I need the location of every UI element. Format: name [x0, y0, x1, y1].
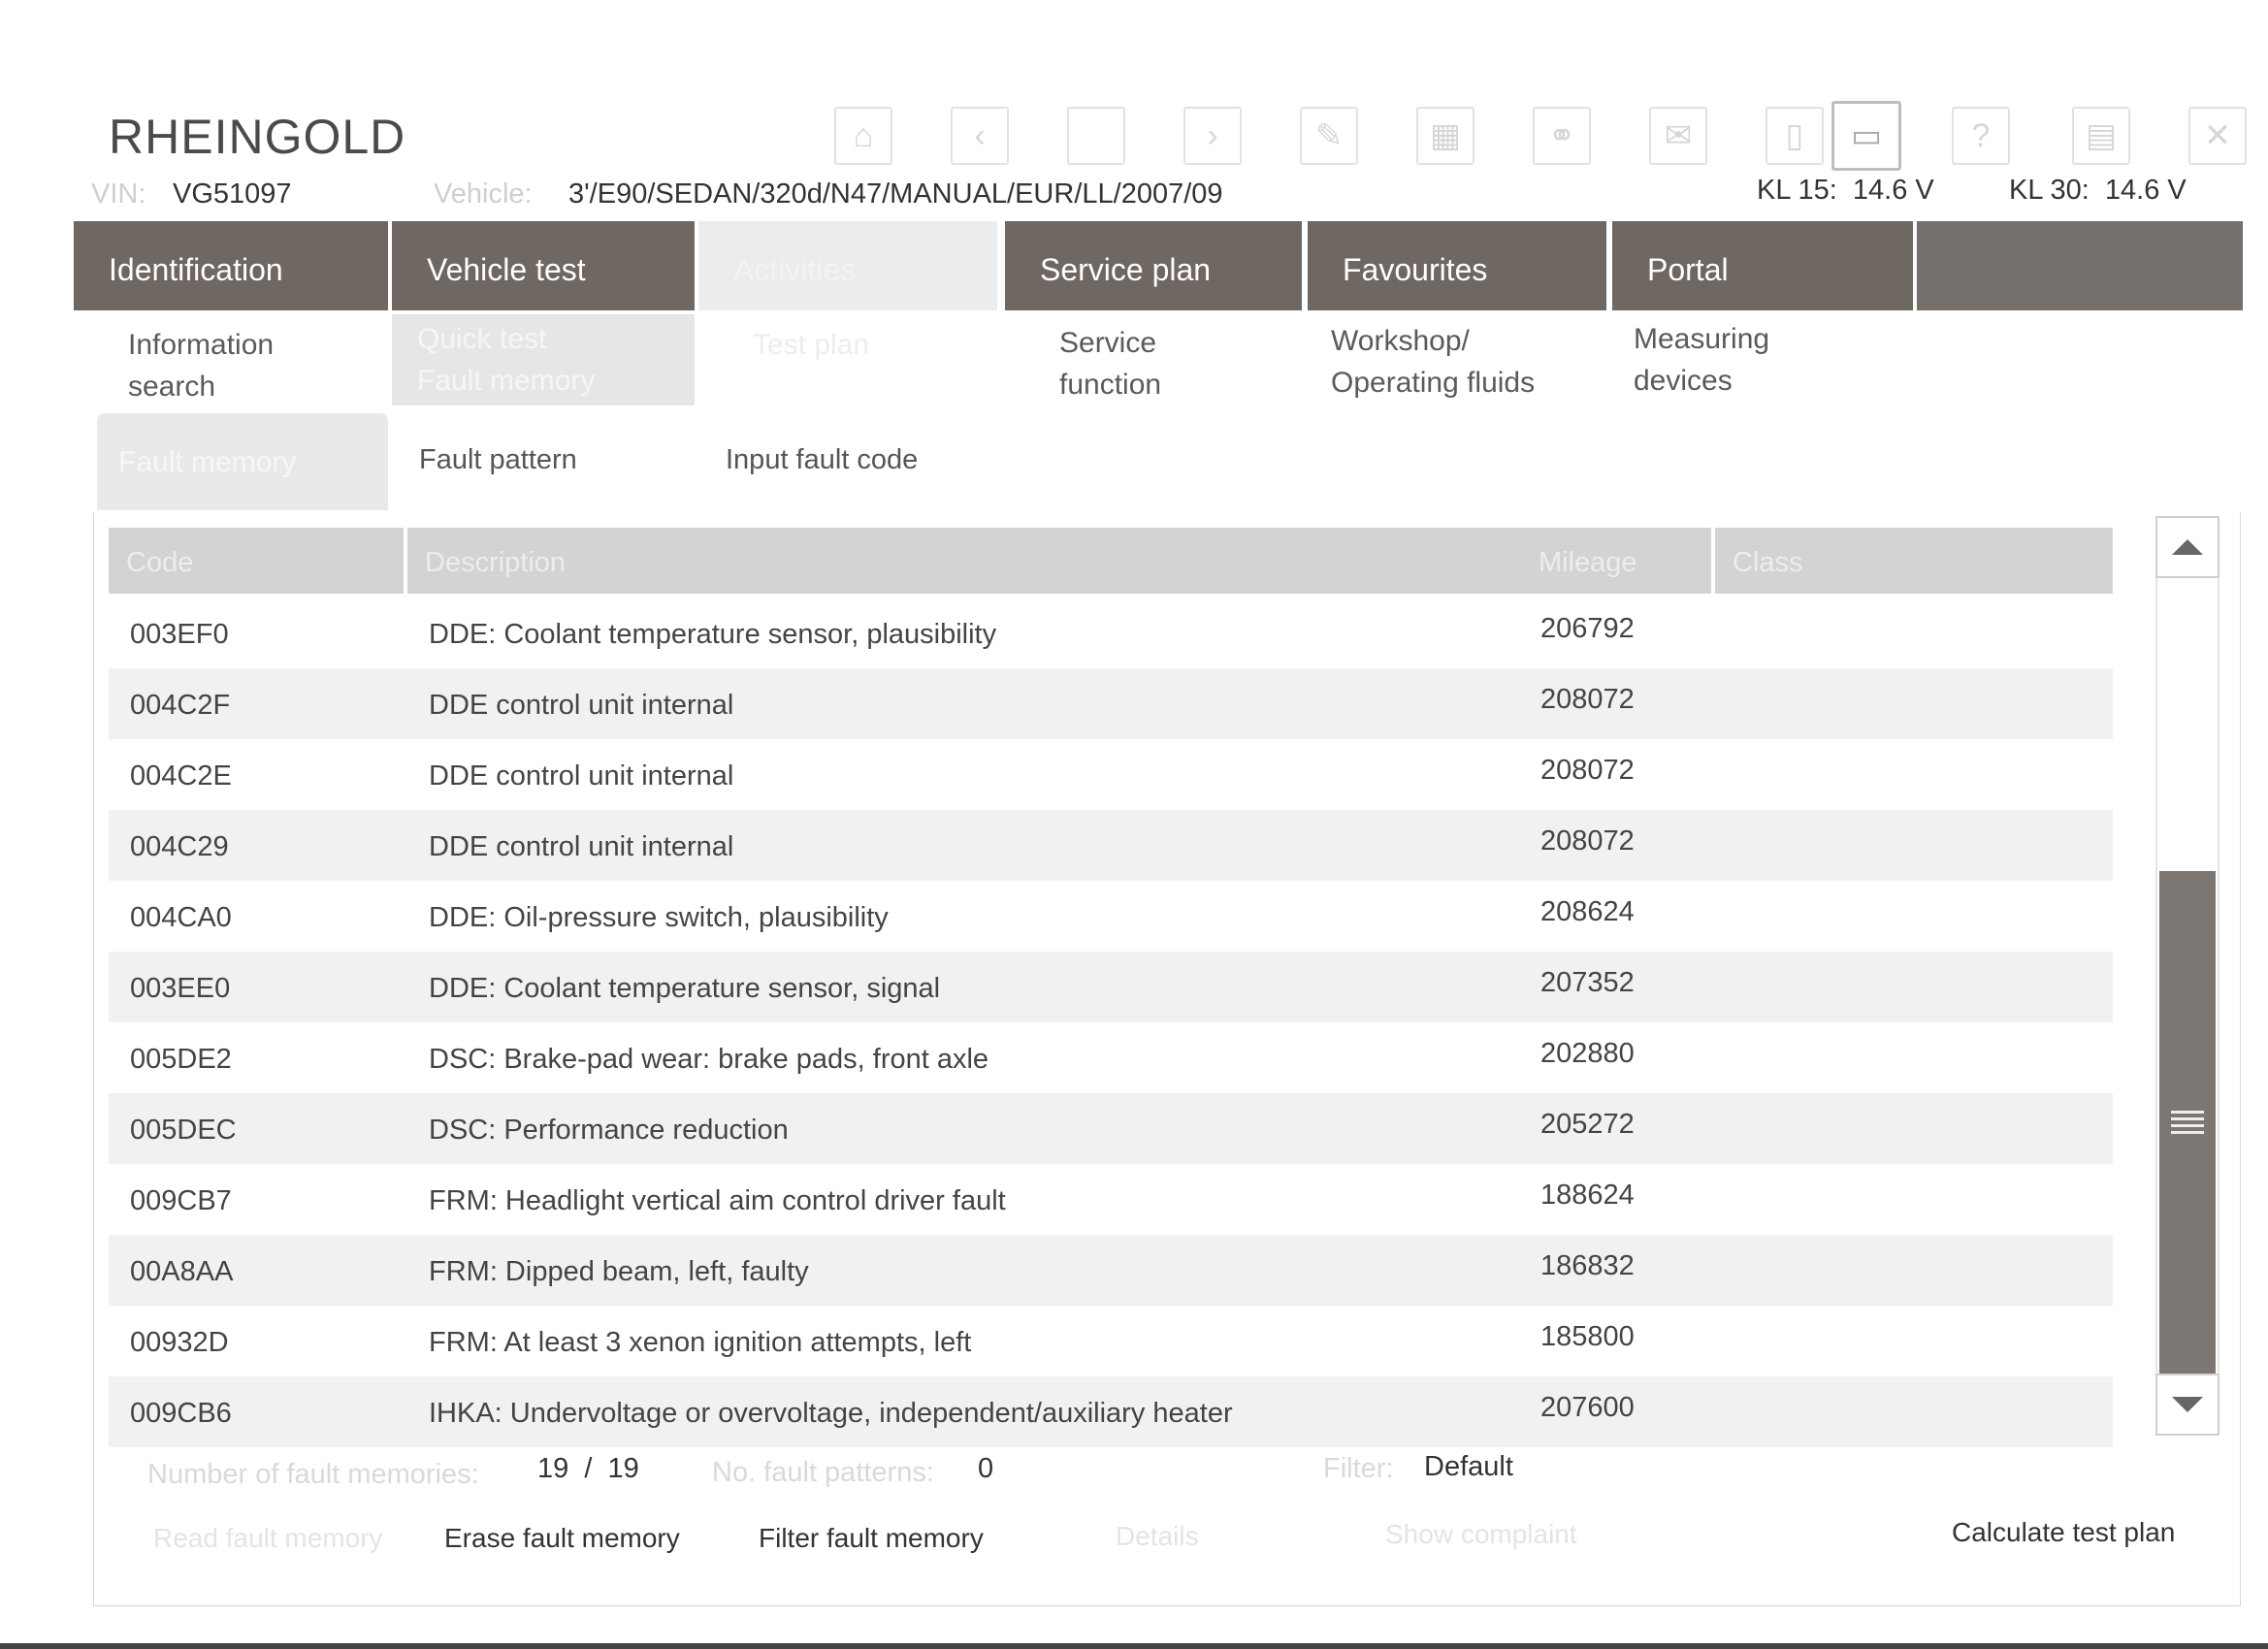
print-icon[interactable]: ▤ [2072, 107, 2130, 165]
link-icon[interactable]: ⚭ [1533, 107, 1591, 165]
fault-patterns-label: No. fault patterns: [712, 1457, 934, 1488]
read-fault-memory-button[interactable]: Read fault memory [153, 1523, 383, 1553]
app-title: RHEINGOLD [109, 110, 406, 164]
fault-mileage: 202880 [1540, 1038, 1635, 1069]
fault-code: 005DEC [130, 1115, 237, 1146]
fault-mileage: 188624 [1540, 1180, 1635, 1211]
fault-description: FRM: Headlight vertical aim control driver fault [429, 1185, 1006, 1216]
mail-icon[interactable]: ✉ [1649, 107, 1707, 165]
filter-fault-memory-button[interactable]: Filter fault memory [759, 1523, 984, 1553]
submenu-label: Measuring [1634, 323, 1770, 355]
table-row[interactable] [109, 1306, 2113, 1376]
submenu-label: devices [1634, 365, 1733, 397]
fault-patterns-count: 0 [978, 1453, 994, 1484]
fault-code: 003EE0 [130, 973, 231, 1004]
table-row[interactable] [109, 1022, 2113, 1093]
fault-mileage: 207352 [1540, 967, 1635, 998]
table-row[interactable] [109, 1164, 2113, 1235]
column-header-class[interactable]: Class [1715, 528, 2113, 594]
submenu-test-plan[interactable] [698, 320, 997, 366]
column-header-code[interactable]: Code [109, 528, 404, 594]
submenu-label: Test plan [753, 329, 870, 361]
table-row[interactable] [109, 668, 2113, 739]
fault-mileage: 208072 [1540, 755, 1635, 786]
kl30-value: 14.6 V [2104, 175, 2187, 206]
display-icon[interactable]: ▭ [1831, 101, 1901, 171]
fault-mileage: 207600 [1540, 1392, 1635, 1423]
fault-description: DDE control unit internal [429, 760, 734, 792]
chevron-down-icon [2172, 1397, 2203, 1412]
tab-identification[interactable]: Identification [74, 221, 388, 310]
kl30-voltage [2009, 175, 2187, 207]
fault-code: 00A8AA [130, 1256, 234, 1287]
battery-icon[interactable]: ▯ [1766, 107, 1824, 165]
submenu-information-search[interactable] [74, 320, 388, 407]
bottom-border [0, 1643, 2268, 1649]
forward-icon[interactable]: › [1183, 107, 1242, 165]
table-row[interactable] [109, 1376, 2113, 1447]
table-header [109, 528, 2113, 594]
table-row[interactable] [109, 952, 2113, 1022]
submenu-service-function[interactable] [1005, 318, 1302, 405]
tab-fault-memory[interactable]: Fault memory [97, 413, 388, 510]
fault-description: DDE: Coolant temperature sensor, signal [429, 973, 941, 1004]
tab-vehicle-test[interactable]: Vehicle test [392, 221, 695, 310]
fault-memory-status [147, 1451, 2185, 1494]
grip-icon [2171, 1107, 2204, 1138]
table-row[interactable] [109, 810, 2113, 881]
column-header-description[interactable]: Description [407, 528, 1626, 594]
fault-mileage: 208072 [1540, 684, 1635, 715]
toolbar [823, 97, 2260, 175]
table-row[interactable] [109, 598, 2113, 668]
tab-activities[interactable]: Activities [698, 221, 997, 310]
wrench-icon[interactable]: ✎ [1300, 107, 1358, 165]
fault-description: DDE: Oil-pressure switch, plausibility [429, 902, 889, 933]
scroll-up-button[interactable] [2155, 516, 2219, 578]
close-icon[interactable]: ✕ [2188, 107, 2247, 165]
fault-description: DDE control unit internal [429, 831, 734, 862]
fault-code: 004C29 [130, 831, 229, 862]
submenu-label: Workshop/ [1331, 325, 1470, 357]
submenu-label: search [128, 371, 216, 403]
submenu-label: Service [1059, 327, 1157, 359]
fault-code: 003EF0 [130, 619, 229, 650]
fault-code: 004C2E [130, 760, 232, 792]
vehicle-value: 3'/E90/SEDAN/320d/N47/MANUAL/EUR/LL/2007/09 [568, 178, 1223, 210]
submenu-measuring-devices[interactable] [1579, 314, 1880, 402]
tab-favourites[interactable]: Favourites [1308, 221, 1606, 310]
fault-code: 00932D [130, 1327, 229, 1358]
calculate-test-plan-button[interactable]: Calculate test plan [1952, 1517, 2176, 1547]
fault-code: 009CB6 [130, 1398, 232, 1429]
tab-fault-pattern[interactable]: Fault pattern [419, 444, 577, 475]
table-row[interactable] [109, 739, 2113, 810]
show-complaint-button[interactable]: Show complaint [1385, 1519, 1577, 1549]
vin-value: VG51097 [173, 178, 292, 210]
scroll-thumb[interactable] [2159, 871, 2216, 1374]
tab-portal[interactable]: Portal [1612, 221, 1913, 310]
fault-description: IHKA: Undervoltage or overvoltage, independent/auxiliary heater [429, 1398, 1233, 1429]
fault-code: 009CB7 [130, 1185, 232, 1216]
vehicle-label: Vehicle: [434, 178, 533, 210]
fault-code: 005DE2 [130, 1044, 232, 1075]
submenu-label: Information [128, 329, 275, 361]
submenu-label: Operating fluids [1331, 367, 1536, 399]
filter-label: Filter: [1323, 1453, 1394, 1484]
chevron-up-icon [2172, 539, 2203, 555]
vehicle-info-bar [91, 175, 2225, 217]
fault-description: DDE control unit internal [429, 690, 734, 721]
fault-code: 004CA0 [130, 902, 232, 933]
fault-memories-count: 19 / 19 [537, 1453, 639, 1484]
submenu-label: Fault memory [417, 365, 596, 397]
network-icon[interactable]: ▦ [1416, 107, 1474, 165]
kl30-label: KL 30: [2009, 175, 2090, 206]
separator-icon [1067, 107, 1125, 165]
fault-mileage: 185800 [1540, 1321, 1635, 1352]
submenu-quick-test[interactable] [392, 314, 695, 405]
table-row[interactable] [109, 1093, 2113, 1164]
tab-empty [1917, 221, 2243, 310]
scroll-down-button[interactable] [2155, 1374, 2219, 1436]
tab-input-fault-code[interactable]: Input fault code [726, 444, 919, 475]
kl15-voltage [1757, 175, 1934, 207]
main-tabs [74, 221, 2243, 310]
fault-mileage: 208072 [1540, 825, 1635, 857]
fault-memories-label: Number of fault memories: [147, 1459, 479, 1490]
home-icon[interactable]: ⌂ [834, 107, 892, 165]
kl15-value: 14.6 V [1852, 175, 1934, 206]
submenu-label: Quick test [417, 323, 547, 355]
details-button[interactable]: Details [1116, 1521, 1199, 1551]
fault-mileage: 208624 [1540, 896, 1635, 927]
vin-label: VIN: [91, 178, 146, 210]
table-row[interactable] [109, 881, 2113, 952]
filter-value: Default [1424, 1451, 1513, 1482]
fault-code: 004C2F [130, 690, 231, 721]
fault-description: DDE: Coolant temperature sensor, plausibility [429, 619, 997, 650]
fault-table [109, 528, 2113, 1449]
fault-mileage: 205272 [1540, 1109, 1635, 1140]
submenu-label: function [1059, 369, 1162, 401]
fault-description: FRM: Dipped beam, left, faulty [429, 1256, 809, 1287]
submenu-workshop[interactable] [1277, 316, 1606, 404]
erase-fault-memory-button[interactable]: Erase fault memory [444, 1523, 680, 1553]
fault-mileage: 206792 [1540, 613, 1635, 644]
fault-description: DSC: Performance reduction [429, 1115, 789, 1146]
kl15-label: KL 15: [1757, 175, 1837, 206]
help-icon[interactable]: ? [1952, 107, 2010, 165]
tab-service-plan[interactable]: Service plan [1005, 221, 1302, 310]
table-row[interactable] [109, 1235, 2113, 1306]
back-icon[interactable]: ‹ [951, 107, 1009, 165]
fault-description: FRM: At least 3 xenon ignition attempts, left [429, 1327, 972, 1358]
fault-mileage: 186832 [1540, 1250, 1635, 1281]
column-header-mileage[interactable]: Mileage [1521, 528, 1711, 594]
fault-description: DSC: Brake-pad wear: brake pads, front axle [429, 1044, 989, 1075]
